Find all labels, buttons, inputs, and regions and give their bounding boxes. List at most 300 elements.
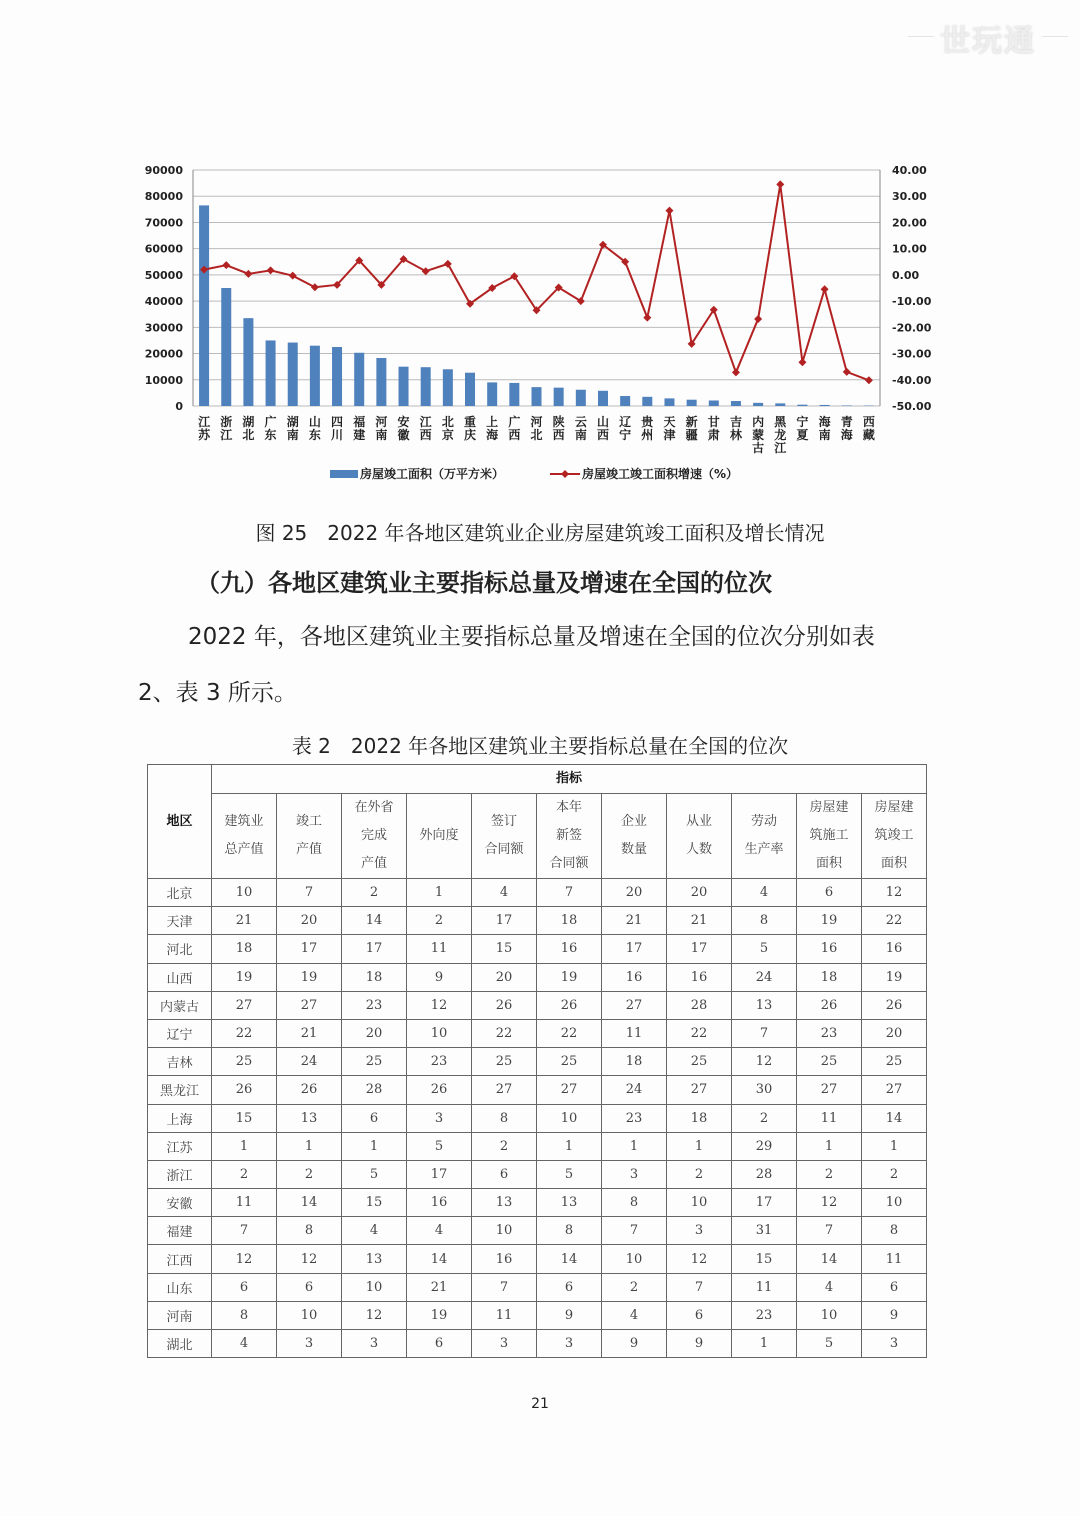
bar (664, 398, 674, 406)
rank-cell: 27 (862, 1076, 927, 1104)
rank-cell: 12 (862, 879, 927, 907)
table-row (148, 1330, 927, 1358)
rank-cell: 1 (407, 879, 472, 907)
rank-cell: 19 (407, 1301, 472, 1329)
rank-cell: 18 (797, 963, 862, 991)
x-tick-label: 北京 (441, 415, 454, 442)
rank-cell: 17 (277, 935, 342, 963)
bar (354, 353, 364, 406)
x-tick-label: 内蒙古 (752, 415, 765, 455)
column-header: 房屋建 筑施工 面积 (797, 794, 862, 879)
x-tick-label: 重庆 (464, 415, 477, 442)
rank-cell: 17 (407, 1160, 472, 1188)
growth-point (643, 314, 651, 322)
table-row (148, 1301, 927, 1329)
rank-cell: 8 (277, 1217, 342, 1245)
region-cell: 黑龙江 (148, 1076, 212, 1104)
rank-cell: 22 (212, 1019, 277, 1047)
bar (842, 405, 852, 406)
bar (731, 401, 741, 406)
rank-cell: 12 (667, 1245, 732, 1273)
table-row (148, 1048, 927, 1076)
right-tick-label: -10.00 (892, 295, 932, 309)
rank-cell: 18 (602, 1048, 667, 1076)
x-tick-label: 江西 (419, 415, 432, 442)
left-tick-label: 20000 (144, 347, 183, 361)
region-cell: 天津 (148, 907, 212, 935)
rank-cell: 20 (667, 879, 732, 907)
rank-cell: 8 (472, 1104, 537, 1132)
right-tick-label: 30.00 (892, 190, 927, 204)
rank-cell: 10 (212, 879, 277, 907)
rank-cell: 1 (732, 1330, 797, 1358)
left-tick-label: 80000 (144, 190, 183, 204)
rank-cell: 18 (342, 963, 407, 991)
rank-cell: 2 (797, 1160, 862, 1188)
region-cell: 福建 (148, 1217, 212, 1245)
rank-cell: 21 (667, 907, 732, 935)
growth-point (843, 368, 851, 376)
figure-caption: 图 25 2022 年各地区建筑业企业房屋建筑竣工面积及增长情况 (255, 521, 825, 545)
rank-cell: 9 (407, 963, 472, 991)
bar (288, 343, 298, 406)
bar (532, 387, 542, 406)
rank-cell: 18 (212, 935, 277, 963)
growth-line (204, 184, 869, 380)
region-cell: 上海 (148, 1104, 212, 1132)
rank-cell: 6 (667, 1301, 732, 1329)
rank-cell: 31 (732, 1217, 797, 1245)
region-cell: 吉林 (148, 1048, 212, 1076)
rank-cell: 11 (732, 1273, 797, 1301)
x-tick-label: 辽宁 (619, 415, 632, 442)
rank-cell: 24 (732, 963, 797, 991)
rank-cell: 11 (862, 1245, 927, 1273)
x-tick-label: 福建 (353, 415, 366, 442)
region-header: 地区 (148, 765, 212, 879)
rank-cell: 15 (732, 1245, 797, 1273)
column-header: 签订 合同额 (472, 794, 537, 879)
growth-point (754, 315, 762, 323)
x-tick-label: 河南 (375, 415, 388, 442)
right-tick-label: -20.00 (892, 321, 932, 335)
x-tick-label: 湖南 (286, 415, 299, 442)
rank-cell: 26 (537, 991, 602, 1019)
rank-cell: 7 (277, 879, 342, 907)
left-tick-label: 0 (175, 400, 183, 413)
table-row (148, 935, 927, 963)
table-row (148, 1076, 927, 1104)
rank-cell: 10 (862, 1189, 927, 1217)
bar (576, 390, 586, 406)
growth-point (732, 368, 740, 376)
table-row (148, 1160, 927, 1188)
column-header: 本年 新签 合同额 (537, 794, 602, 879)
rank-cell: 7 (602, 1217, 667, 1245)
region-cell: 山西 (148, 963, 212, 991)
table-row (148, 1217, 927, 1245)
rank-cell: 19 (537, 963, 602, 991)
rank-cell: 10 (472, 1217, 537, 1245)
x-tick-label: 浙江 (220, 415, 233, 442)
rank-cell: 9 (537, 1301, 602, 1329)
rank-cell: 3 (277, 1330, 342, 1358)
rank-cell: 21 (602, 907, 667, 935)
rank-cell: 6 (407, 1330, 472, 1358)
table-row (148, 1104, 927, 1132)
rank-cell: 26 (472, 991, 537, 1019)
rank-cell: 7 (797, 1217, 862, 1245)
rank-cell: 7 (667, 1273, 732, 1301)
bar (310, 346, 320, 406)
bar (509, 383, 519, 406)
ranking-table (147, 764, 927, 1358)
section-heading: （九）各地区建筑业主要指标总量及增速在全国的位次 (196, 569, 772, 597)
rank-cell: 4 (602, 1301, 667, 1329)
rank-cell: 4 (797, 1273, 862, 1301)
rank-cell: 9 (862, 1301, 927, 1329)
table-row (148, 1019, 927, 1047)
rank-cell: 13 (732, 991, 797, 1019)
rank-cell: 12 (797, 1189, 862, 1217)
rank-cell: 7 (472, 1273, 537, 1301)
rank-cell: 3 (472, 1330, 537, 1358)
rank-cell: 15 (472, 935, 537, 963)
rank-cell: 17 (732, 1189, 797, 1217)
rank-cell: 8 (862, 1217, 927, 1245)
rank-cell: 19 (862, 963, 927, 991)
table-caption: 表 2 2022 年各地区建筑业主要指标总量在全国的位次 (291, 734, 789, 758)
rank-cell: 16 (407, 1189, 472, 1217)
rank-cell: 20 (472, 963, 537, 991)
column-header: 房屋建 筑竣工 面积 (862, 794, 927, 879)
x-tick-label: 青海 (840, 415, 853, 442)
rank-cell: 4 (732, 879, 797, 907)
rank-cell: 1 (862, 1132, 927, 1160)
bar (443, 369, 453, 406)
completion-area-chart (130, 155, 940, 495)
rank-cell: 5 (342, 1160, 407, 1188)
x-tick-label: 陕西 (552, 415, 565, 442)
rank-cell: 18 (667, 1104, 732, 1132)
watermark-logo: 世玩通 (940, 16, 1036, 60)
rank-cell: 25 (537, 1048, 602, 1076)
rank-cell: 16 (797, 935, 862, 963)
rank-cell: 22 (667, 1019, 732, 1047)
rank-cell: 10 (407, 1019, 472, 1047)
rank-cell: 8 (732, 907, 797, 935)
rank-cell: 5 (407, 1132, 472, 1160)
rank-cell: 8 (212, 1301, 277, 1329)
rank-cell: 6 (212, 1273, 277, 1301)
rank-cell: 17 (602, 935, 667, 963)
rank-cell: 3 (667, 1217, 732, 1245)
left-tick-label: 40000 (144, 295, 183, 309)
right-tick-label: 20.00 (892, 216, 927, 230)
rank-cell: 14 (342, 907, 407, 935)
x-tick-label: 山西 (596, 415, 609, 442)
rank-cell: 22 (537, 1019, 602, 1047)
bar (199, 205, 209, 406)
rank-cell: 16 (472, 1245, 537, 1273)
rank-cell: 24 (602, 1076, 667, 1104)
rank-cell: 26 (862, 991, 927, 1019)
x-tick-label: 新疆 (685, 415, 698, 442)
rank-cell: 1 (797, 1132, 862, 1160)
left-tick-label: 60000 (144, 242, 183, 256)
paragraph-line-2: 2、表 3 所示。 (138, 680, 297, 706)
growth-point (444, 260, 452, 268)
rank-cell: 10 (667, 1189, 732, 1217)
x-tick-label: 甘肃 (707, 415, 720, 442)
column-header: 劳动 生产率 (732, 794, 797, 879)
rank-cell: 20 (342, 1019, 407, 1047)
rank-cell: 23 (407, 1048, 472, 1076)
x-tick-label: 上海 (486, 415, 499, 442)
bar (620, 396, 630, 406)
rank-cell: 10 (537, 1104, 602, 1132)
growth-point (244, 270, 252, 278)
bar (598, 391, 608, 406)
region-cell: 北京 (148, 879, 212, 907)
region-cell: 浙江 (148, 1160, 212, 1188)
rank-cell: 10 (342, 1273, 407, 1301)
table-row (148, 991, 927, 1019)
rank-cell: 13 (537, 1189, 602, 1217)
rank-cell: 3 (862, 1330, 927, 1358)
rank-cell: 12 (732, 1048, 797, 1076)
rank-cell: 2 (212, 1160, 277, 1188)
rank-cell: 17 (667, 935, 732, 963)
x-tick-label: 黑龙江 (774, 415, 787, 455)
x-tick-label: 安徽 (397, 415, 410, 442)
x-tick-label: 吉林 (729, 415, 742, 442)
rank-cell: 2 (472, 1132, 537, 1160)
table-row (148, 879, 927, 907)
rank-cell: 7 (537, 879, 602, 907)
rank-cell: 3 (602, 1160, 667, 1188)
rank-cell: 7 (732, 1019, 797, 1047)
rank-cell: 22 (472, 1019, 537, 1047)
rank-cell: 2 (277, 1160, 342, 1188)
rank-cell: 29 (732, 1132, 797, 1160)
rank-cell: 14 (407, 1245, 472, 1273)
region-cell: 安徽 (148, 1189, 212, 1217)
rank-cell: 14 (797, 1245, 862, 1273)
rank-cell: 25 (342, 1048, 407, 1076)
rank-cell: 22 (862, 907, 927, 935)
rank-cell: 16 (667, 963, 732, 991)
left-tick-label: 50000 (144, 268, 183, 282)
bar (775, 403, 785, 406)
right-tick-label: -30.00 (892, 347, 932, 361)
rank-cell: 24 (277, 1048, 342, 1076)
rank-cell: 4 (212, 1330, 277, 1358)
left-tick-label: 30000 (144, 321, 183, 335)
rank-cell: 27 (797, 1076, 862, 1104)
rank-cell: 25 (667, 1048, 732, 1076)
rank-cell: 27 (602, 991, 667, 1019)
rank-cell: 11 (407, 935, 472, 963)
rank-cell: 8 (537, 1217, 602, 1245)
rank-cell: 17 (342, 935, 407, 963)
rank-cell: 9 (667, 1330, 732, 1358)
rank-cell: 12 (407, 991, 472, 1019)
rank-cell: 5 (797, 1330, 862, 1358)
rank-cell: 28 (342, 1076, 407, 1104)
rank-cell: 6 (537, 1273, 602, 1301)
bar (487, 382, 497, 406)
rank-cell: 13 (277, 1104, 342, 1132)
rank-cell: 2 (342, 879, 407, 907)
region-cell: 河北 (148, 935, 212, 963)
right-tick-label: -40.00 (892, 373, 932, 387)
indicator-group-header: 指标 (212, 765, 927, 794)
rank-cell: 21 (277, 1019, 342, 1047)
rank-cell: 4 (472, 879, 537, 907)
region-cell: 辽宁 (148, 1019, 212, 1047)
rank-cell: 28 (667, 991, 732, 1019)
rank-cell: 16 (602, 963, 667, 991)
rank-cell: 23 (602, 1104, 667, 1132)
region-cell: 江苏 (148, 1132, 212, 1160)
column-header: 在外省 完成 产值 (342, 794, 407, 879)
x-tick-label: 宁夏 (796, 415, 809, 442)
column-header: 从业 人数 (667, 794, 732, 879)
rank-cell: 23 (797, 1019, 862, 1047)
bar (642, 397, 652, 406)
rank-cell: 27 (212, 991, 277, 1019)
column-header: 企业 数量 (602, 794, 667, 879)
rank-cell: 14 (277, 1189, 342, 1217)
rank-cell: 12 (277, 1245, 342, 1273)
rank-cell: 25 (472, 1048, 537, 1076)
rank-cell: 27 (537, 1076, 602, 1104)
rank-cell: 2 (602, 1273, 667, 1301)
rank-cell: 10 (277, 1301, 342, 1329)
column-header: 竣工 产值 (277, 794, 342, 879)
bar (820, 405, 830, 406)
rank-cell: 1 (667, 1132, 732, 1160)
rank-cell: 7 (212, 1217, 277, 1245)
rank-cell: 12 (342, 1301, 407, 1329)
region-cell: 湖北 (148, 1330, 212, 1358)
x-tick-label: 江苏 (198, 415, 211, 442)
growth-point (422, 267, 430, 275)
rank-cell: 1 (342, 1132, 407, 1160)
growth-point (665, 207, 673, 215)
rank-cell: 1 (602, 1132, 667, 1160)
rank-cell: 19 (212, 963, 277, 991)
rank-cell: 18 (537, 907, 602, 935)
bar (421, 367, 431, 406)
rank-cell: 6 (342, 1104, 407, 1132)
rank-cell: 6 (862, 1273, 927, 1301)
rank-cell: 26 (407, 1076, 472, 1104)
growth-point (865, 376, 873, 384)
right-tick-label: -50.00 (892, 400, 932, 413)
bar (797, 405, 807, 406)
x-tick-label: 海南 (818, 415, 831, 442)
x-tick-label: 湖北 (242, 415, 255, 442)
rank-cell: 26 (277, 1076, 342, 1104)
rank-cell: 15 (342, 1189, 407, 1217)
rank-cell: 1 (277, 1132, 342, 1160)
bar (243, 318, 253, 406)
rank-cell: 30 (732, 1076, 797, 1104)
bar (266, 340, 276, 406)
rank-cell: 10 (602, 1245, 667, 1273)
legend-line-marker (561, 470, 569, 478)
x-tick-label: 云南 (574, 415, 587, 442)
legend-bar-label: 房屋竣工面积（万平方米） (360, 467, 505, 481)
rank-cell: 27 (667, 1076, 732, 1104)
x-tick-label: 广西 (508, 415, 521, 442)
rank-cell: 5 (732, 935, 797, 963)
rank-cell: 14 (537, 1245, 602, 1273)
rank-cell: 25 (862, 1048, 927, 1076)
bar (465, 373, 475, 406)
rank-cell: 2 (667, 1160, 732, 1188)
rank-cell: 27 (277, 991, 342, 1019)
right-tick-label: 10.00 (892, 242, 927, 256)
paragraph-line-1: 2022 年，各地区建筑业主要指标总量及增速在全国的位次分别如表 (188, 624, 875, 650)
rank-cell: 11 (602, 1019, 667, 1047)
rank-cell: 12 (212, 1245, 277, 1273)
bar (709, 400, 719, 406)
legend-line-label: 房屋竣工竣工面积增速（%） (582, 467, 739, 481)
rank-cell: 21 (407, 1273, 472, 1301)
bar (399, 367, 409, 406)
rank-cell: 25 (797, 1048, 862, 1076)
rank-cell: 25 (212, 1048, 277, 1076)
rank-cell: 26 (212, 1076, 277, 1104)
right-tick-label: 0.00 (892, 268, 920, 282)
rank-cell: 27 (472, 1076, 537, 1104)
region-cell: 江西 (148, 1245, 212, 1273)
page-number: 21 (531, 1396, 549, 1412)
rank-cell: 11 (797, 1104, 862, 1132)
growth-point (267, 266, 275, 274)
table-row (148, 907, 927, 935)
rank-cell: 16 (862, 935, 927, 963)
rank-cell: 4 (342, 1217, 407, 1245)
rank-cell: 1 (537, 1132, 602, 1160)
region-cell: 山东 (148, 1273, 212, 1301)
rank-cell: 26 (797, 991, 862, 1019)
rank-cell: 11 (472, 1301, 537, 1329)
rank-cell: 14 (862, 1104, 927, 1132)
rank-cell: 9 (602, 1330, 667, 1358)
left-tick-label: 90000 (144, 164, 183, 177)
column-header: 建筑业 总产值 (212, 794, 277, 879)
rank-cell: 3 (342, 1330, 407, 1358)
rank-cell: 2 (862, 1160, 927, 1188)
rank-cell: 3 (407, 1104, 472, 1132)
rank-cell: 5 (537, 1160, 602, 1188)
rank-cell: 21 (212, 907, 277, 935)
rank-cell: 19 (797, 907, 862, 935)
rank-cell: 8 (602, 1189, 667, 1217)
rank-cell: 11 (212, 1189, 277, 1217)
growth-point (222, 261, 230, 269)
left-tick-label: 10000 (144, 373, 183, 387)
x-tick-label: 西藏 (862, 415, 875, 442)
table-row (148, 963, 927, 991)
rank-cell: 13 (342, 1245, 407, 1273)
bar (376, 358, 386, 406)
bar (687, 400, 697, 406)
